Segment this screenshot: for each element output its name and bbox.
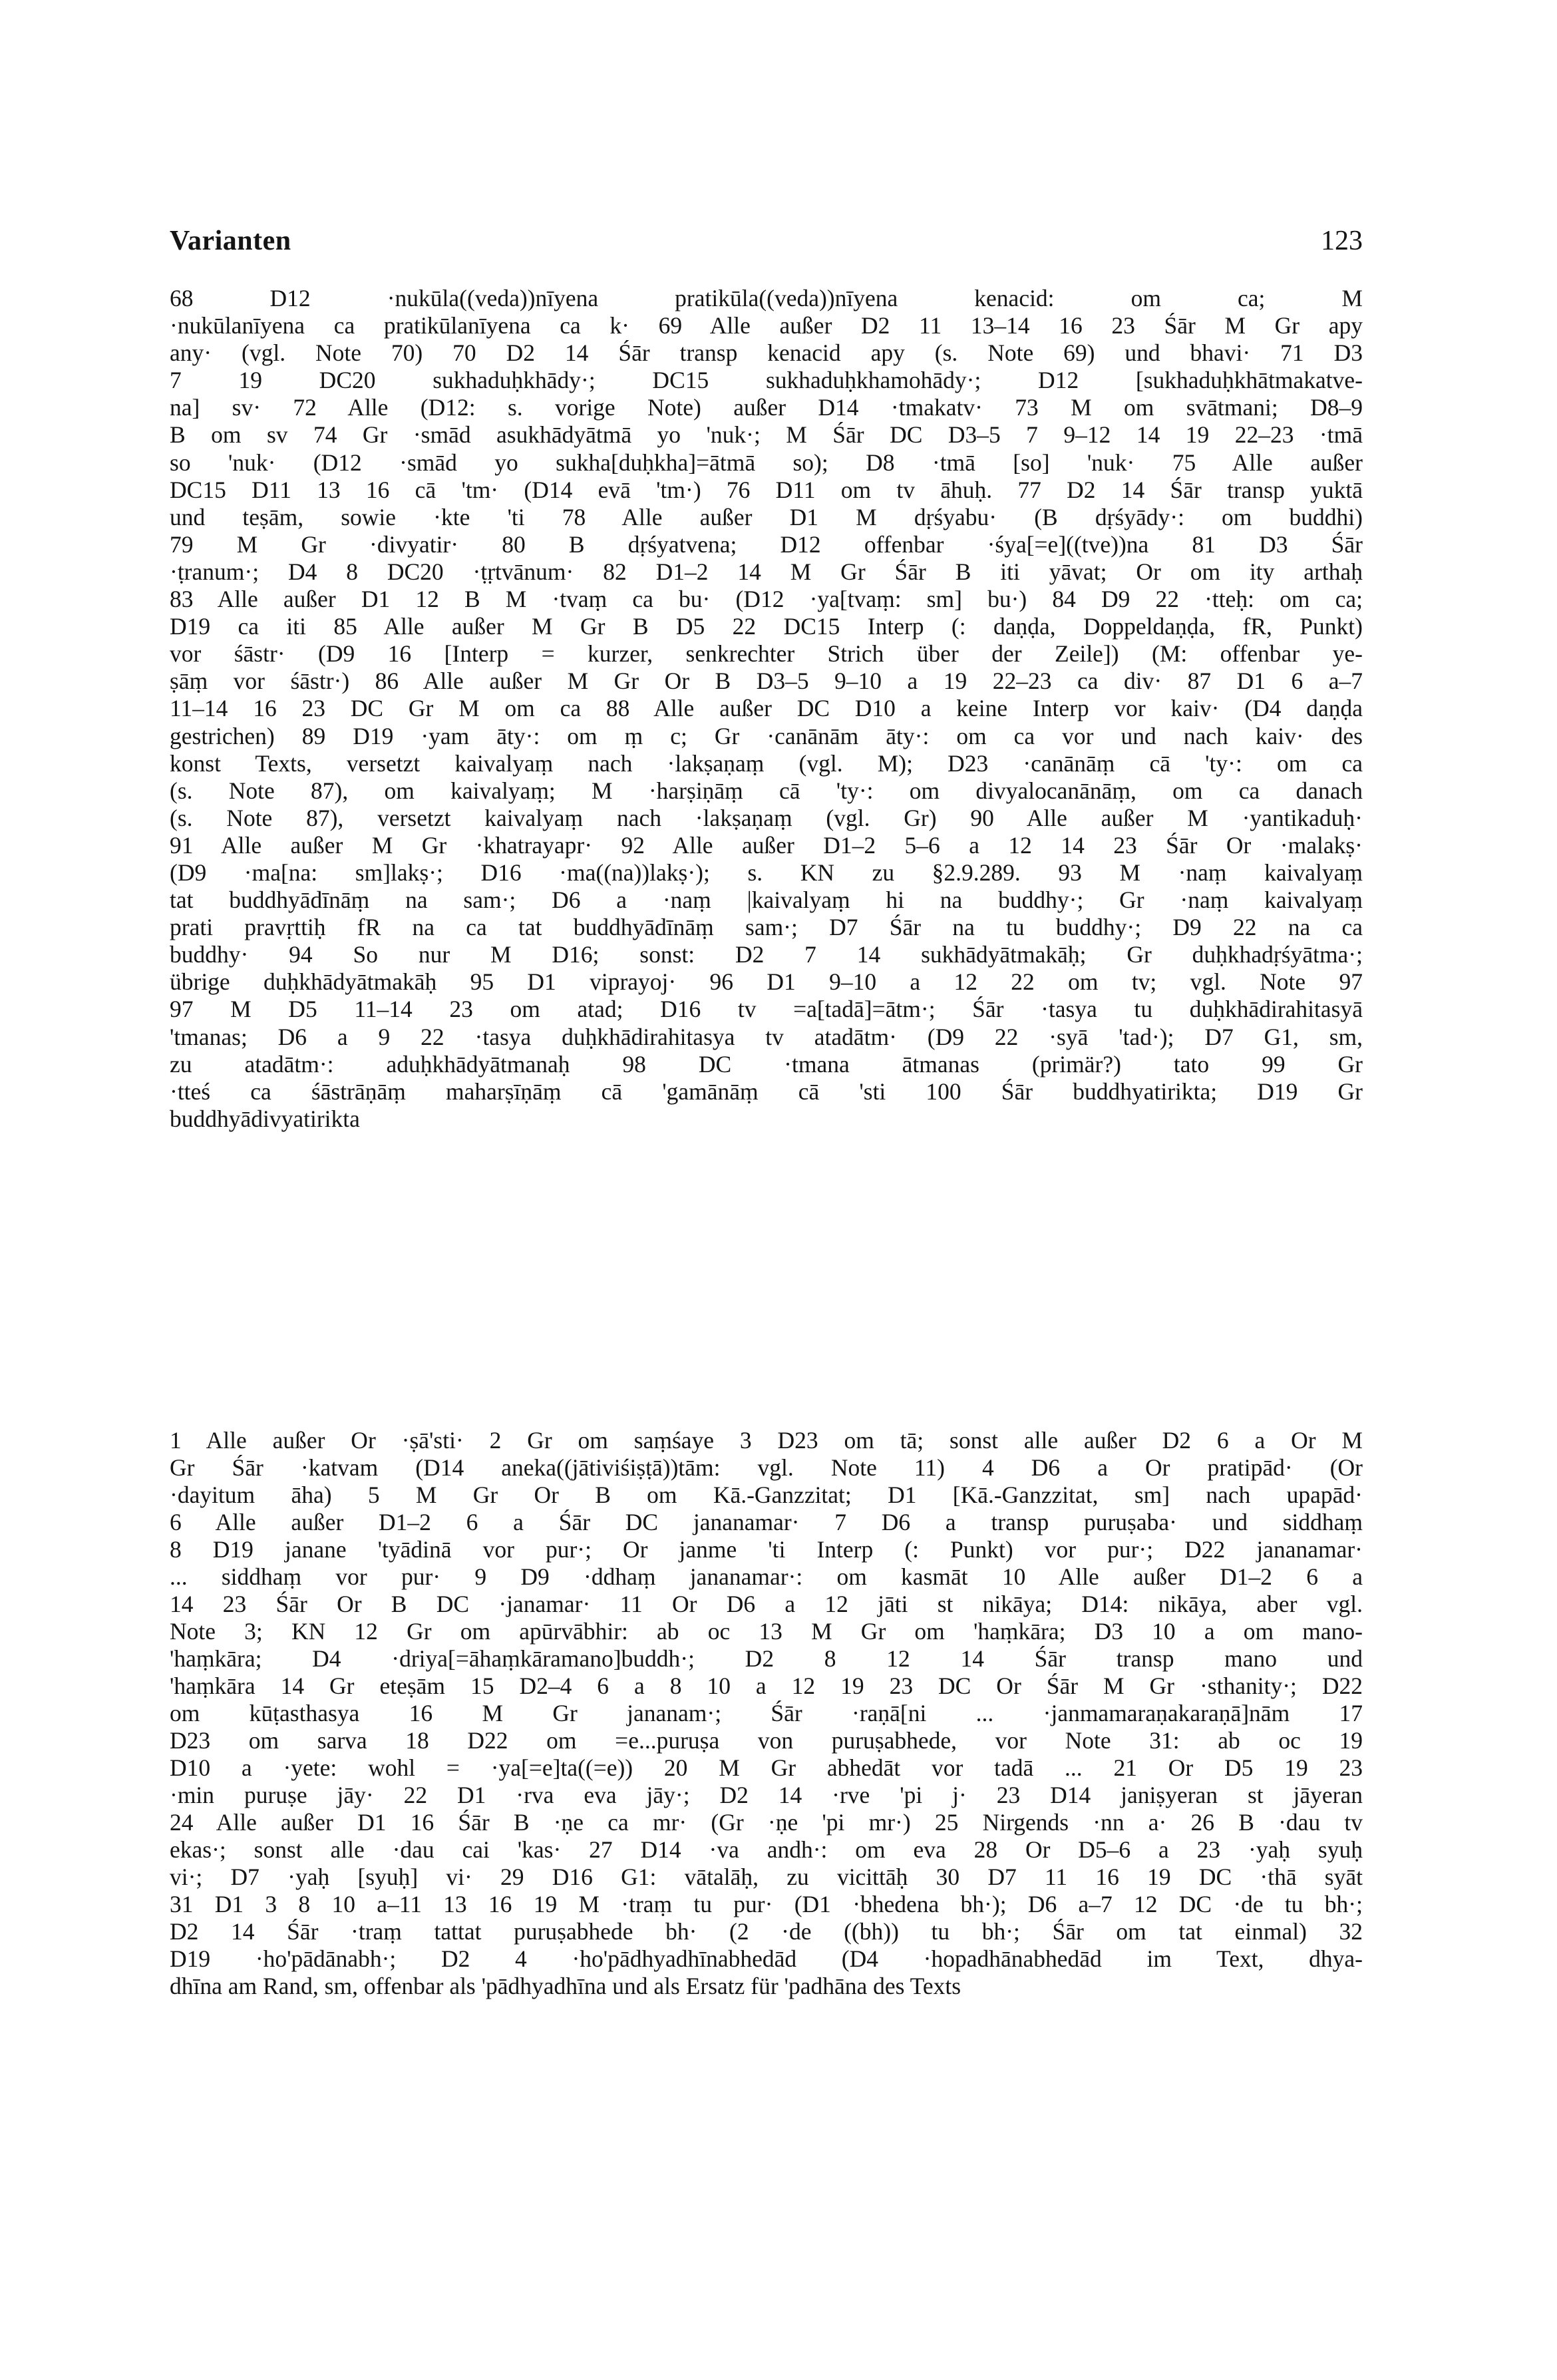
text-line: na] sv· 72 Alle (D12: s. vorige Note) außer D14 ·tmakatv· 73 M om svātmani; D8–9 <box>170 394 1363 421</box>
text-line: ·tteś ca śāstrāṇāṃ maharṣīṇāṃ cā 'gamānāṃ cā 'sti 100 Śār buddhyatirikta; D19 Gr <box>170 1078 1363 1105</box>
text-line: prati pravṛttiḥ fR na ca tat buddhyādīnāṃ sam·; D7 Śār na tu buddhy·; D9 22 na ca <box>170 914 1363 941</box>
text-line: Gr Śār ·katvam (D14 aneka((jātiviśiṣṭā))tām: vgl. Note 11) 4 D6 a Or pratipād· (Or <box>170 1454 1363 1481</box>
text-line: buddhy· 94 So nur M D16; sonst: D2 7 14 sukhādyātmakāḥ; Gr duḥkhadṛśyātma·; <box>170 941 1363 968</box>
section-title: Varianten <box>170 226 291 256</box>
text-line: ·nukūlanīyena ca pratikūlanīyena ca k· 69 Alle außer D2 11 13–14 16 23 Śār M Gr apy <box>170 312 1363 339</box>
running-head <box>170 225 1363 265</box>
text-line: 1 Alle außer Or ·ṣā'sti· 2 Gr om saṃśaye 3 D23 om tā; sonst alle außer D2 6 a Or M <box>170 1427 1363 1454</box>
text-line: so 'nuk· (D12 ·smād yo sukha[duḥkha]=ātmā so); D8 ·tmā [so] 'nuk· 75 Alle außer <box>170 449 1363 476</box>
text-line: ·dayitum āha) 5 M Gr Or B om Kā.-Ganzzitat; D1 [Kā.-Ganzzitat, sm] nach upapād· <box>170 1482 1363 1508</box>
text-line: 83 Alle außer D1 12 B M ·tvaṃ ca bu· (D12 ·ya[tvaṃ: sm] bu·) 84 D9 22 ·tteḥ: om ca; <box>170 586 1363 613</box>
variant-notes-upper <box>170 285 1363 1133</box>
text-line: vi·; D7 ·yaḥ [syuḥ] vi· 29 D16 G1: vātalāḥ, zu vicittāḥ 30 D7 11 16 19 DC ·thā syāt <box>170 1864 1363 1890</box>
text-line: dhīna am Rand, sm, offenbar als 'pādhyadhīna und als Ersatz für 'padhāna des Texts <box>170 1973 961 1999</box>
text-line: ... siddhaṃ vor pur· 9 D9 ·ddhaṃ jananamar·: om kasmāt 10 Alle außer D1–2 6 a <box>170 1563 1363 1590</box>
text-line: D2 14 Śār ·traṃ tattat puruṣabhede bh· (2 ·de ((bh)) tu bh·; Śār om tat einmal) 32 <box>170 1918 1363 1945</box>
text-line: zu atadātm·: aduḥkhādyātmanaḥ 98 DC ·tmana ātmanas (primär?) tato 99 Gr <box>170 1050 1363 1078</box>
text-line: (D9 ·ma[na: sm]lakṣ·; D16 ·ma((na))lakṣ·); s. KN zu §2.9.289. 93 M ·naṃ kaivalyaṃ <box>170 859 1363 886</box>
text-line: 91 Alle außer M Gr ·khatrayapr· 92 Alle außer D1–2 5–6 a 12 14 23 Śār Or ·malakṣ· <box>170 831 1363 859</box>
text-line: tat buddhyādīnāṃ na sam·; D6 a ·naṃ |kaivalyaṃ hi na buddhy·; Gr ·naṃ kaivalyaṃ <box>170 887 1363 914</box>
text-line: 14 23 Śār Or B DC ·janamar· 11 Or D6 a 12 jāti st nikāya; D14: nikāya, aber vgl. <box>170 1591 1363 1617</box>
text-line: DC15 D11 13 16 cā 'tm· (D14 evā 'tm·) 76 D11 om tv āhuḥ. 77 D2 14 Śār transp yuktā <box>170 476 1363 503</box>
text-line: ṣāṃ vor śāstr·) 86 Alle außer M Gr Or B D3–5 9–10 a 19 22–23 ca div· 87 D1 6 a–7 <box>170 668 1363 695</box>
text-line: 97 M D5 11–14 23 om atad; D16 tv =a[tadā]=ātm·; Śār ·tasya tu duḥkhādirahitasyā <box>170 996 1363 1023</box>
text-line: (s. Note 87), versetzt kaivalyaṃ nach ·lakṣaṇaṃ (vgl. Gr) 90 Alle außer M ·yantikaduḥ· <box>170 804 1363 831</box>
text-line: 24 Alle außer D1 16 Śār B ·ṇe ca mr· (Gr ·ṇe 'pi mr·) 25 Nirgends ·nn a· 26 B ·dau tv <box>170 1809 1363 1836</box>
text-line: 6 Alle außer D1–2 6 a Śār DC jananamar· 7 D6 a transp puruṣaba· und siddhaṃ <box>170 1509 1363 1535</box>
text-line: 79 M Gr ·divyatir· 80 B dṛśyatvena; D12 offenbar ·śya[=e]((tve))na 81 D3 Śār <box>170 530 1363 558</box>
text-line: ·min puruṣe jāy· 22 D1 ·rva eva jāy·; D2 14 ·rve 'pi j· 23 D14 janiṣyeran st jāyeran <box>170 1782 1363 1808</box>
text-line: any· (vgl. Note 70) 70 D2 14 Śār transp kenacid apy (s. Note 69) und bhavi· 71 D3 <box>170 339 1363 367</box>
text-line: D19 ca iti 85 Alle außer M Gr B D5 22 DC15 Interp (: daṇḍa, Doppeldaṇḍa, fR, Punkt) <box>170 613 1363 640</box>
text-line: 11–14 16 23 DC Gr M om ca 88 Alle außer DC D10 a keine Interp vor kaiv· (D4 daṇḍa <box>170 695 1363 722</box>
text-line: 31 D1 3 8 10 a–11 13 16 19 M ·traṃ tu pur· (D1 ·bhedena bh·); D6 a–7 12 DC ·de tu bh·; <box>170 1891 1363 1917</box>
text-line: D23 om sarva 18 D22 om =e...puruṣa von puruṣabhede, vor Note 31: ab oc 19 <box>170 1727 1363 1754</box>
text-line: übrige duḥkhādyātmakāḥ 95 D1 viprayoj· 96 D1 9–10 a 12 22 om tv; vgl. Note 97 <box>170 968 1363 996</box>
text-line: gestrichen) 89 D19 ·yam āty·: om ṃ c; Gr ·canānām āty·: om ca vor und nach kaiv· des <box>170 722 1363 749</box>
text-line: Note 3; KN 12 Gr om apūrvābhir: ab oc 13 M Gr om 'haṃkāra; D3 10 a om mano- <box>170 1618 1363 1645</box>
text-line: B om sv 74 Gr ·smād asukhādyātmā yo 'nuk·; M Śār DC D3–5 7 9–12 14 19 22–23 ·tmā <box>170 421 1363 449</box>
variant-notes-lower <box>170 1427 1363 2000</box>
text-line: 'haṃkāra; D4 ·driya[=āhaṃkāramano]buddh·; D2 8 12 14 Śār transp mano und <box>170 1645 1363 1672</box>
text-line: ·ṭranum·; D4 8 DC20 ·ṭṛtvānum· 82 D1–2 14 M Gr Śār B iti yāvat; Or om ity arthaḥ <box>170 558 1363 585</box>
text-line: (s. Note 87), om kaivalyaṃ; M ·harṣiṇāṃ cā 'ty·: om divyalocanānāṃ, om ca danach <box>170 777 1363 804</box>
text-line: vor śāstr· (D9 16 [Interp = kurzer, senkrechter Strich über der Zeile]) (M: offenbar ye- <box>170 640 1363 668</box>
text-line: om kūṭasthasya 16 M Gr jananam·; Śār ·raṇā[ni ... ·janmamaraṇakaraṇā]nām 17 <box>170 1700 1363 1726</box>
text-line: 'tmanas; D6 a 9 22 ·tasya duḥkhādirahitasya tv atadātm· (D9 22 ·syā 'tad·); D7 G1, sm, <box>170 1023 1363 1050</box>
text-line: 'haṃkāra 14 Gr eteṣām 15 D2–4 6 a 8 10 a 12 19 23 DC Or Śār M Gr ·sthanity·; D22 <box>170 1673 1363 1699</box>
text-line: buddhyādivyatirikta <box>170 1105 360 1132</box>
text-line: 7 19 DC20 sukhaduḥkhādy·; DC15 sukhaduḥkhamohādy·; D12 [sukhaduḥkhātmakatve- <box>170 367 1363 394</box>
text-line: 68 D12 ·nukūla((veda))nīyena pratikūla((veda))nīyena kenacid: om ca; M <box>170 285 1363 311</box>
text-line: D19 ·ho'pādānabh·; D2 4 ·ho'pādhyadhīnabhedād (D4 ·hopadhānabhedād im Text, dhya- <box>170 1945 1363 1972</box>
text-line: D10 a ·yete: wohl = ·ya[=e]ta((=e)) 20 M Gr abhedāt vor tadā ... 21 Or D5 19 23 <box>170 1754 1363 1781</box>
page-number: 123 <box>1321 226 1363 256</box>
text-line: 8 D19 janane 'tyādinā vor pur·; Or janme 'ti Interp (: Punkt) vor pur·; D22 jananamar· <box>170 1536 1363 1563</box>
text-line: ekas·; sonst alle ·dau cai 'kas· 27 D14 ·va andh·: om eva 28 Or D5–6 a 23 ·yaḥ syuḥ <box>170 1836 1363 1863</box>
text-line: konst Texts, versetzt kaivalyaṃ nach ·lakṣaṇaṃ (vgl. M); D23 ·canānāṃ cā 'ty·: om ca <box>170 749 1363 777</box>
text-line: und teṣām, sowie ·kte 'ti 78 Alle außer D1 M dṛśyabu· (B dṛśyādy·: om buddhi) <box>170 503 1363 530</box>
